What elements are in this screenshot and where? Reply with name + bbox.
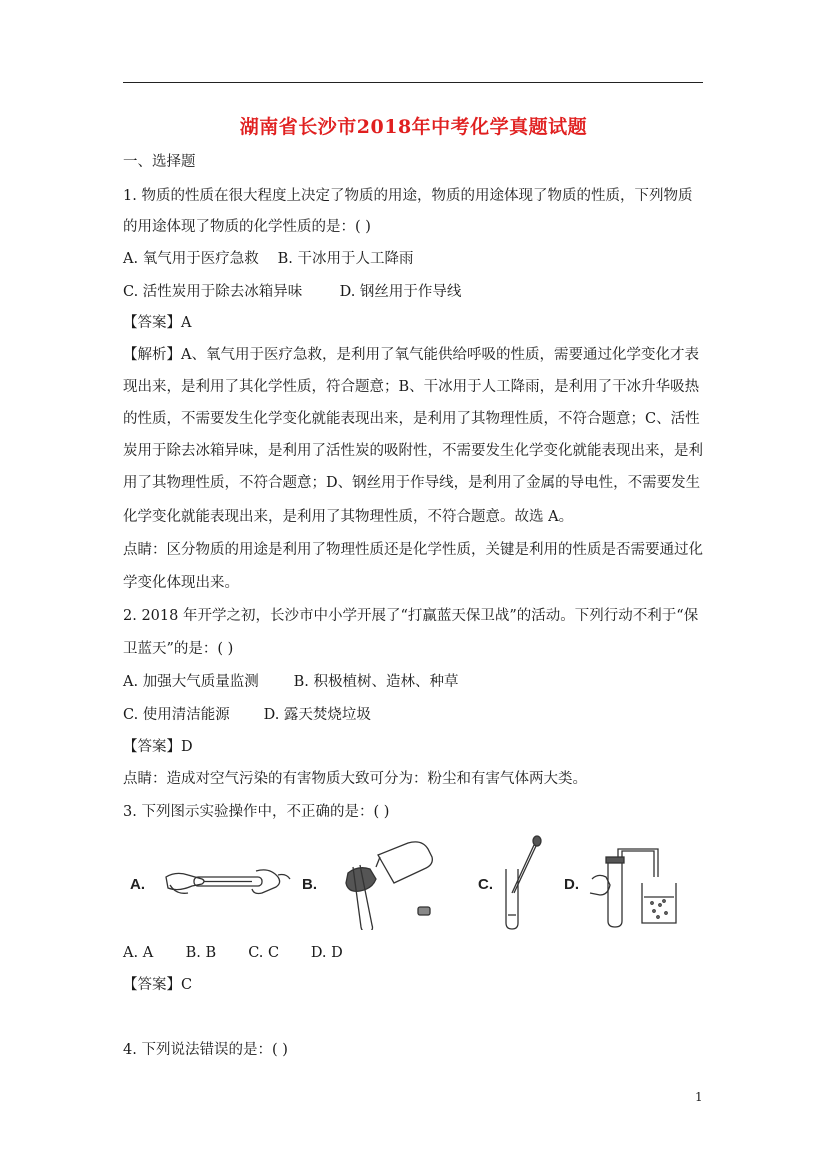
q3-figure-c	[476, 835, 556, 930]
q2-tip: 点睛：造成对空气污染的有害物质大致可分为：粉尘和有害气体两大类。	[123, 771, 587, 787]
q1-options-row1	[123, 249, 413, 269]
q2-option-c: C. 使用清洁能源	[123, 707, 230, 723]
q2-option-d: D. 露天焚烧垃圾	[263, 707, 371, 723]
q2-options-row1	[123, 672, 458, 692]
q1-analysis-line: 用了其物理性质，不符合题意；D、钢丝用于作导线，是利用了金属的导电性，不需要发生	[123, 475, 701, 491]
q3-figure-d	[562, 835, 702, 930]
dropper-in-test-tube-illustration	[476, 835, 556, 930]
q4-stem: 4. 下列说法错误的是：( )	[123, 1042, 288, 1058]
q3-answer: 【答案】C	[123, 977, 193, 993]
section-heading: 一、选择题	[123, 154, 196, 170]
q1-option-d: D. 钢丝用于作导线	[339, 284, 462, 300]
q1-option-a: A. 氧气用于医疗急救	[123, 251, 259, 267]
q1-tip-line: 点睛：区分物质的用途是利用了物理性质还是化学性质，关键是利用的性质是否需要通过化	[123, 542, 703, 558]
q3-option-b: B. B	[185, 945, 217, 961]
q1-tip-line: 学变化体现出来。	[123, 575, 239, 591]
q1-analysis-line: 【解析】A、氧气用于医疗急救，是利用了氧气能供给呼吸的性质，需要通过化学变化才表	[123, 347, 699, 363]
q2-answer: 【答案】D	[123, 739, 193, 755]
q2-options-row2	[123, 705, 371, 725]
q3-option-d: D. D	[310, 945, 343, 961]
q3-figure-b-label: B.	[302, 876, 317, 893]
q2-stem-line2: 卫蓝天”的是：( )	[123, 641, 234, 657]
q3-figure-a-label: A.	[130, 876, 145, 893]
q1-answer: 【答案】A	[123, 315, 192, 331]
q3-options-row	[123, 943, 343, 963]
page-title: 湖南省长沙市2018年中考化学真题试题	[239, 116, 588, 138]
q1-option-c: C. 活性炭用于除去冰箱异味	[123, 284, 303, 300]
q1-analysis-line: 现出来，是利用了其化学性质，符合题意；B、干冰用于人工降雨，是利用了干冰升华吸热	[123, 379, 700, 395]
q3-option-a: A. A	[123, 945, 154, 961]
q3-figure-d-label: D.	[564, 876, 579, 893]
q3-stem: 3. 下列图示实验操作中，不正确的是：( )	[123, 804, 390, 820]
header-rule	[123, 82, 703, 83]
q3-figure-a	[128, 835, 298, 930]
q2-option-b: B. 积极植树、造林、种草	[293, 674, 459, 690]
q1-analysis-line: 炭用于除去冰箱异味，是利用了活性炭的吸附性，不需要发生化学变化就能表现出来，是利	[123, 443, 703, 459]
test-tube-heating-illustration	[128, 835, 298, 930]
q2-option-a: A. 加强大气质量监测	[123, 674, 259, 690]
q1-option-b: B. 干冰用于人工降雨	[277, 251, 414, 267]
q3-option-c: C. C	[248, 945, 280, 961]
q3-figure-c-label: C.	[478, 876, 493, 893]
q1-analysis-line: 化学变化就能表现出来，是利用了其物理性质，不符合题意。故选 A。	[123, 509, 574, 525]
pouring-liquid-illustration	[300, 835, 450, 930]
q1-analysis-line: 的性质，不需要发生化学变化就能表现出来，是利用了其物理性质，不符合题意；C、活性	[123, 411, 700, 427]
q3-figure-b	[300, 835, 450, 930]
page-number: 1	[695, 1090, 703, 1104]
q2-stem-line1: 2. 2018 年开学之初，长沙市中小学开展了“打赢蓝天保卫战”的活动。下列行动不利于“保	[123, 608, 699, 624]
q1-stem-line2: 的用途体现了物质的化学性质的是：( )	[123, 219, 371, 235]
q1-options-row2	[123, 282, 461, 302]
gas-tightness-check-illustration	[562, 835, 702, 930]
q1-stem-line1: 1. 物质的性质在很大程度上决定了物质的用途，物质的用途体现了物质的性质，下列物质	[123, 188, 693, 204]
